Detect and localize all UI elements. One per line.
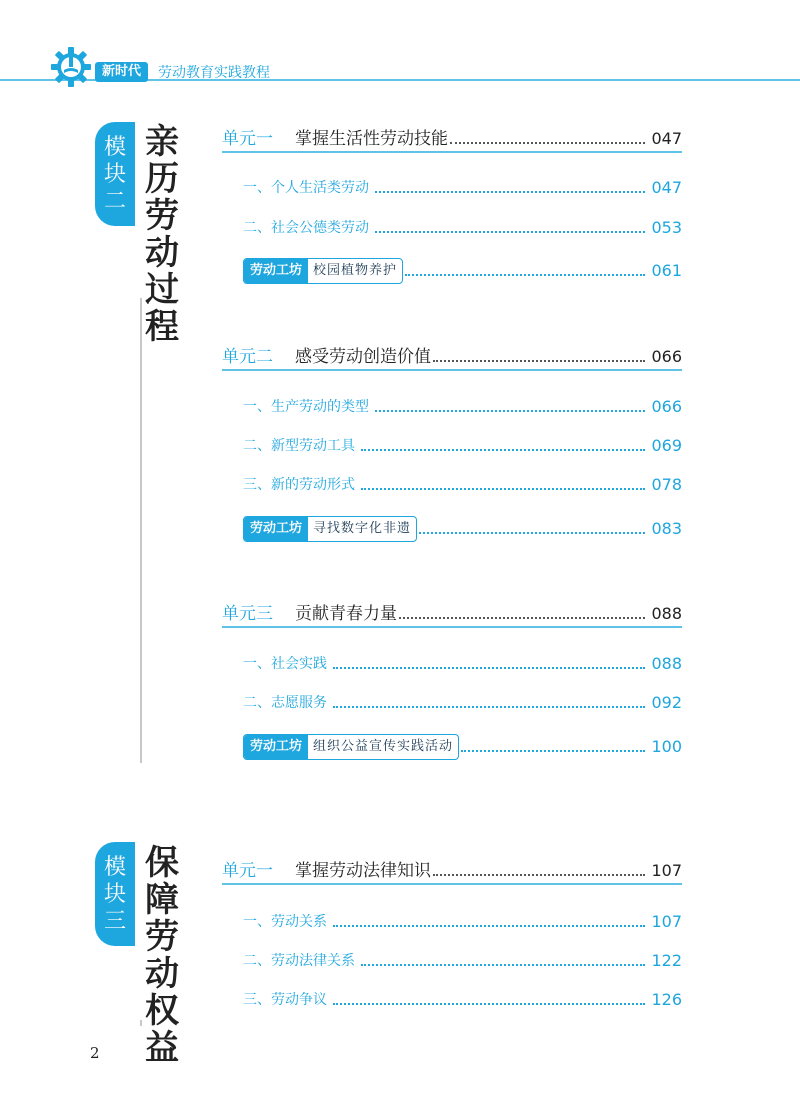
toc-workshop[interactable] [243,734,682,760]
workshop-label: 劳动工坊 [244,517,308,541]
entry-title: 三、劳动争议 [243,992,327,1008]
module-title-char: 劳 [145,917,179,957]
entry-title: 二、社会公德类劳动 [243,220,369,236]
module-title [142,124,182,346]
leader-dots [333,925,645,927]
module-divider-line [140,298,142,763]
toc-unit[interactable] [222,601,682,625]
toc-workshop[interactable] [243,258,682,284]
module-divider-line [140,1020,142,1026]
gear-book-logo-icon [50,46,92,88]
workshop-tag [243,258,403,284]
unit-number: 单元三 [222,604,273,624]
leader-dots [333,667,645,669]
unit-page: 088 [651,604,682,623]
workshop-topic: 组织公益宣传实践活动 [313,739,454,754]
workshop-label: 劳动工坊 [244,735,308,759]
module-title-char: 保 [145,843,179,883]
toc-entry[interactable] [243,690,682,714]
entry-title: 二、志愿服务 [243,695,327,711]
module-badge-char: 模 [103,854,126,880]
module-title-char: 益 [145,1028,179,1068]
workshop-tag [243,734,459,760]
leader-dots [419,532,645,534]
leader-dots [333,706,645,708]
module-badge-char: 三 [103,908,126,934]
entry-page: 078 [651,475,682,494]
toc-entry[interactable] [243,948,682,972]
entry-title: 三、新的劳动形式 [243,477,355,493]
module-badge [95,842,135,946]
toc-unit[interactable] [222,126,682,150]
toc-entry[interactable] [243,394,682,418]
leader-dots [450,142,645,144]
toc-entry[interactable] [243,433,682,457]
workshop-label: 劳动工坊 [244,259,308,283]
entry-title: 一、劳动关系 [243,914,327,930]
unit-title: 掌握生活性劳动技能 [295,129,448,149]
leader-dots [375,231,645,233]
workshop-page: 100 [651,737,682,756]
unit-page: 047 [651,129,682,148]
module-title-char: 权 [145,991,179,1031]
toc-unit[interactable] [222,344,682,368]
module-title-char: 历 [145,159,179,199]
leader-dots [375,410,645,412]
unit-underline [222,883,682,885]
module-title-char: 劳 [145,196,179,236]
entry-page: 107 [651,912,682,931]
toc-entry[interactable] [243,215,682,239]
entry-page: 066 [651,397,682,416]
unit-number: 单元一 [222,861,273,881]
toc-unit[interactable] [222,858,682,882]
toc-entry[interactable] [243,909,682,933]
unit-title: 感受劳动创造价值 [295,347,431,367]
leader-dots [433,874,645,876]
unit-title: 贡献青春力量 [295,604,397,624]
entry-title: 一、生产劳动的类型 [243,399,369,415]
entry-page: 092 [651,693,682,712]
workshop-topic: 校园植物养护 [313,263,398,278]
workshop-page: 061 [651,261,682,280]
toc-entry[interactable] [243,175,682,199]
toc-workshop[interactable] [243,516,682,542]
leader-dots [461,750,645,752]
module-title-char: 动 [145,954,179,994]
toc-entry[interactable] [243,472,682,496]
workshop-tag [243,516,417,542]
entry-title: 一、社会实践 [243,656,327,672]
toc-entry[interactable] [243,987,682,1011]
entry-page: 126 [651,990,682,1009]
module-badge-char: 块 [103,881,126,907]
module-title-char: 亲 [145,122,179,162]
entry-page: 122 [651,951,682,970]
leader-dots [405,274,645,276]
entry-page: 053 [651,218,682,237]
unit-title: 掌握劳动法律知识 [295,861,431,881]
leader-dots [399,617,645,619]
series-badge: 新时代 [95,62,148,82]
leader-dots [375,191,645,193]
module-badge-char: 模 [103,134,126,160]
unit-page: 066 [651,347,682,366]
module-title-char: 动 [145,233,179,273]
entry-page: 047 [651,178,682,197]
module-badge-char: 块 [103,161,126,187]
unit-underline [222,369,682,371]
leader-dots [361,488,645,490]
leader-dots [333,1003,645,1005]
module-badge-char: 二 [103,188,126,214]
module-title [142,845,182,1067]
entry-title: 二、新型劳动工具 [243,438,355,454]
unit-page: 107 [651,861,682,880]
unit-underline [222,151,682,153]
module-title-char: 程 [145,307,179,347]
module-badge [95,122,135,226]
leader-dots [361,964,645,966]
unit-number: 单元一 [222,129,273,149]
entry-page: 088 [651,654,682,673]
book-title: 劳动教育实践教程 [158,65,270,81]
leader-dots [361,449,645,451]
entry-title: 一、个人生活类劳动 [243,180,369,196]
page-number: 2 [90,1044,100,1062]
workshop-page: 083 [651,519,682,538]
unit-number: 单元二 [222,347,273,367]
module-title-char: 过 [145,270,179,310]
entry-page: 069 [651,436,682,455]
toc-entry[interactable] [243,651,682,675]
leader-dots [433,360,645,362]
workshop-topic: 寻找数字化非遗 [313,521,412,536]
unit-underline [222,626,682,628]
entry-title: 二、劳动法律关系 [243,953,355,969]
module-title-char: 障 [145,880,179,920]
